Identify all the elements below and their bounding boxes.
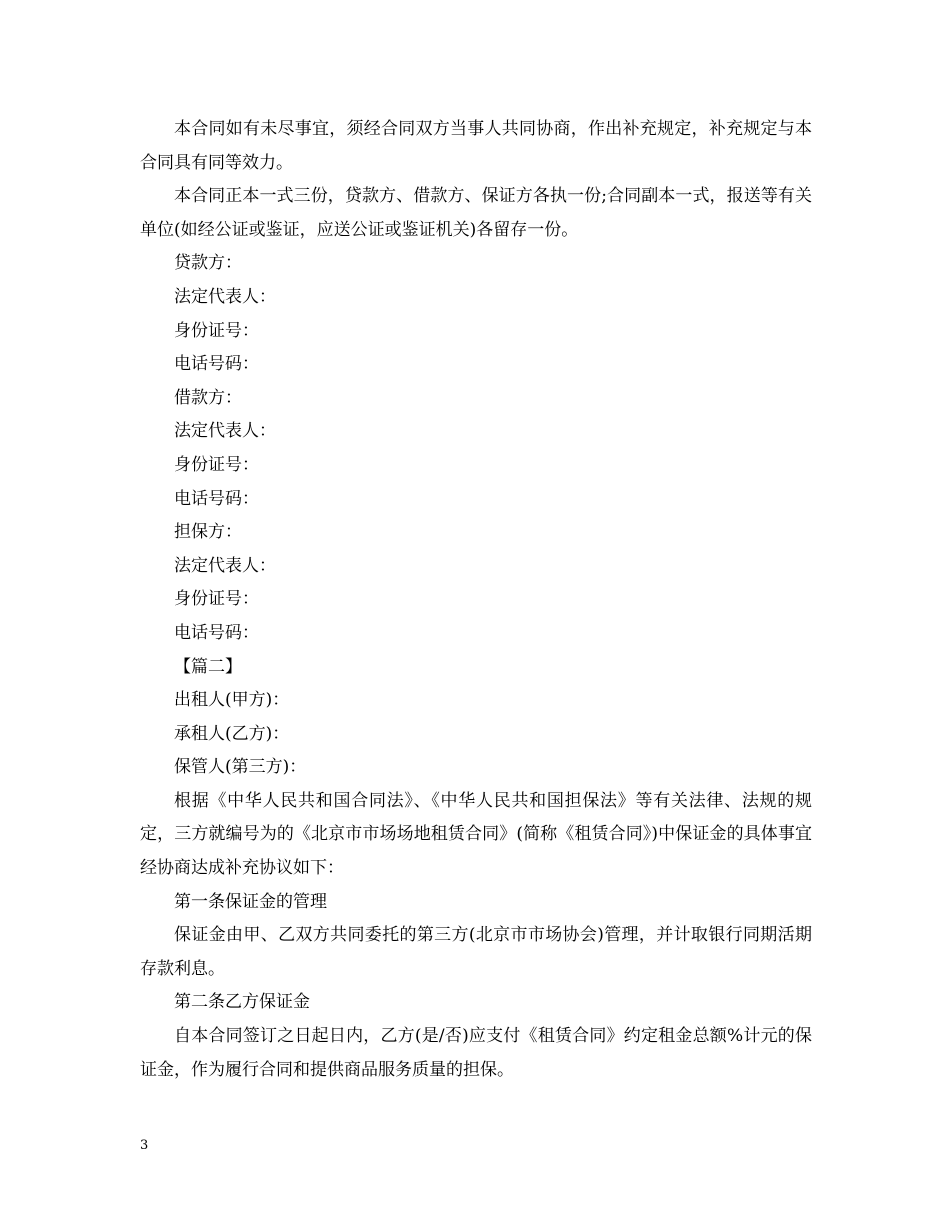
borrower-id-label: 身份证号： [174,454,259,475]
borrower-label: 借款方： [174,387,242,408]
article-one-heading: 第一条保证金的管理 [174,891,327,912]
document-body [140,113,812,1087]
guarantor-phone-label: 电话号码： [174,622,259,643]
paragraph-supplementary-terms: 本合同如有未尽事宜，须经合同双方当事人共同协商，作出补充规定，补充规定与本合同具有同等效力。 [140,119,812,173]
borrower-phone-label: 电话号码： [174,488,259,509]
paragraph-deposit-management: 保证金由甲、乙双方共同委托的第三方(北京市市场协会)管理，并计取银行同期活期存款利息。 [140,925,812,979]
page-number: 3 [140,1138,149,1153]
guarantor-label: 担保方： [174,522,242,543]
guarantor-id-label: 身份证号： [174,589,259,610]
custodian-label: 保管人(第三方)： [174,757,307,778]
paragraph-lessee-deposit: 自本合同签订之日起日内，乙方(是/否)应支付《租赁合同》约定租金总额%计元的保证金，作为履行合同和提供商品服务质量的担保。 [140,1026,812,1080]
paragraph-copies: 本合同正本一式三份，贷款方、借款方、保证方各执一份;合同副本一式，报送等有关单位(如经公证或鉴证，应送公证或鉴证机关)各留存一份。 [140,186,812,240]
paragraph-legal-basis: 根据《中华人民共和国合同法》、《中华人民共和国担保法》等有关法律、法规的规定，三方就编号为的《北京市市场场地租赁合同》(简称《租赁合同》)中保证金的具体事宜经协商达成补充协议如下： [140,790,812,879]
lessor-label: 出租人(甲方)： [174,690,290,711]
lessee-label: 承租人(乙方)： [174,723,290,744]
article-two-heading: 第二条乙方保证金 [174,992,310,1013]
lender-representative-label: 法定代表人： [174,286,276,307]
borrower-representative-label: 法定代表人： [174,421,276,442]
lender-phone-label: 电话号码： [174,354,259,375]
section-heading: 【篇二】 [174,656,242,677]
lender-id-label: 身份证号： [174,320,259,341]
lender-label: 贷款方： [174,253,242,274]
guarantor-representative-label: 法定代表人： [174,555,276,576]
